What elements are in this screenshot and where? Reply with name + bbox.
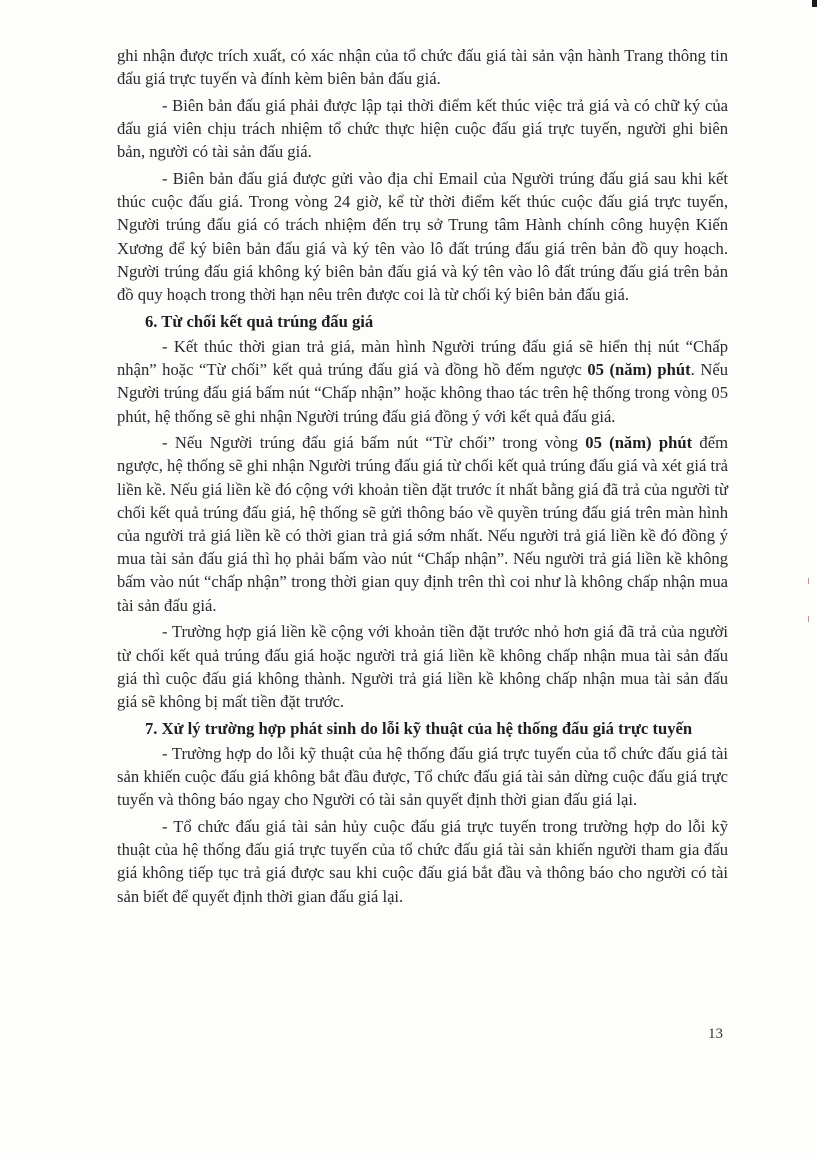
section-heading-6: 6. Từ chối kết quả trúng đấu giá [145,311,374,331]
paragraph-technical-error-start: - Trường hợp do lỗi kỹ thuật của hệ thống đấu giá trực tuyến của tổ chức đấu giá tài sản khiến cuộc đấu giá không bắt đầu được, Tổ chức đấu giá tài sản dừng cuộc đấu giá trực tuyến và thông báo ngay cho Người có tài sản quyết định thời gian đấu giá lại. [117,743,728,810]
paragraph-technical-error-cancel: - Tổ chức đấu giá tài sản hủy cuộc đấu giá trực tuyến trong trường hợp do lỗi kỹ thuật của hệ thống đấu giá trực tuyến của tổ chức đấu giá tài sản khiến người tham gia đấu giá không tiếp tục trả giá được sau khi cuộc đấu giá bắt đầu và thông báo cho người có tài sản biết để quyết định thời gian đấu giá lại. [117,817,728,906]
scan-corner-mark [812,0,817,7]
page-number: 13 [708,1026,723,1042]
paragraph-minutes-signing: - Biên bản đấu giá phải được lập tại thời điểm kết thúc việc trả giá và có chữ ký của đấu giá viên chịu trách nhiệm tổ chức thực hiện cuộc đấu giá trực tuyến, người ghi biên bản, người có tài sản đấu giá. [117,95,728,162]
paragraph-refuse-result [117,335,728,428]
text-run: đếm ngược, hệ thống sẽ ghi nhận Người trúng đấu giá từ chối kết quả trúng đấu giá và xét giá trả liền kề. Nếu giá liền kề đó cộng với khoản tiền đặt trước ít nhất bằng giá đã trả của người từ chối kết quả trúng đấu giá, hệ thống sẽ gửi thông báo về quyền trúng đấu giá trên màn hình của người trả giá liền kề có thời gian trả giá sớm nhất. Nếu người trả giá liền kề đó đồng ý mua tài sản đấu giá thì họ phải bấm vào nút “Chấp nhận”. Nếu người trả giá liền kề không bấm vào nút “chấp nhận” trong thời gian quy định trên thì coi như là không chấp nhận mua tài sản đấu giá. [117,433,728,615]
scan-margin-mark [808,616,809,622]
text-run: - Nếu Người trúng đấu giá bấm nút “Từ chối” trong vòng [162,433,586,453]
paragraph-minutes-email: - Biên bản đấu giá được gửi vào địa chỉ Email của Người trúng đấu giá sau khi kết thúc cuộc đấu giá. Trong vòng 24 giờ, kể từ thời điểm kết thúc cuộc đấu giá trực tuyến, Người trúng đấu giá có trách nhiệm đến trụ sở Trung tâm Hành chính công huyện Kiến Xương để ký biên bản đấu giá và ký tên vào lô đất trúng đấu giá trên bản đồ quy hoạch. Người trúng đấu giá không ký biên bản đấu giá và ký tên vào lô đất trúng đấu giá trên bản đồ quy hoạch trong thời hạn nêu trên được coi là từ chối ký biên bản đấu giá. [117,169,728,305]
section-heading-7: 7. Xử lý trường hợp phát sinh do lỗi kỹ thuật của hệ thống đấu giá trực tuyến [145,718,693,738]
text-run: - Kết thúc thời gian trả giá, màn hình Người trúng đấu giá sẽ hiển thị nút “Chấp nhận” hoặc “Từ chối” kết quả trúng đấu giá và đồng hồ đếm ngược [117,336,728,380]
bold-countdown: 05 (năm) phút [585,433,693,453]
document-body [117,44,728,911]
paragraph-refuse-button [117,431,728,617]
scan-margin-mark [808,578,809,584]
bold-countdown: 05 (năm) phút [587,360,691,380]
paragraph-auction-failed: - Trường hợp giá liền kề cộng với khoản tiền đặt trước nhỏ hơn giá đã trả của người từ chối kết quả trúng đấu giá hoặc người trả giá liền kề không chấp nhận mua tài sản đấu giá thì cuộc đấu giá không thành. Người trả giá liền kề không chấp nhận mua tài sản đấu giá sẽ không bị mất tiền đặt trước. [117,622,728,711]
text-run: . Nếu Người trúng đấu giá bấm nút “Chấp nhận” hoặc không thao tác trên hệ thống trong vòng 05 phút, hệ thống sẽ ghi nhận Người trúng đấu giá đồng ý với kết quả đấu giá. [117,360,728,426]
paragraph-continuation: ghi nhận được trích xuất, có xác nhận của tổ chức đấu giá tài sản vận hành Trang thông tin đấu giá trực tuyến và đính kèm biên bản đấu giá. [117,46,728,89]
